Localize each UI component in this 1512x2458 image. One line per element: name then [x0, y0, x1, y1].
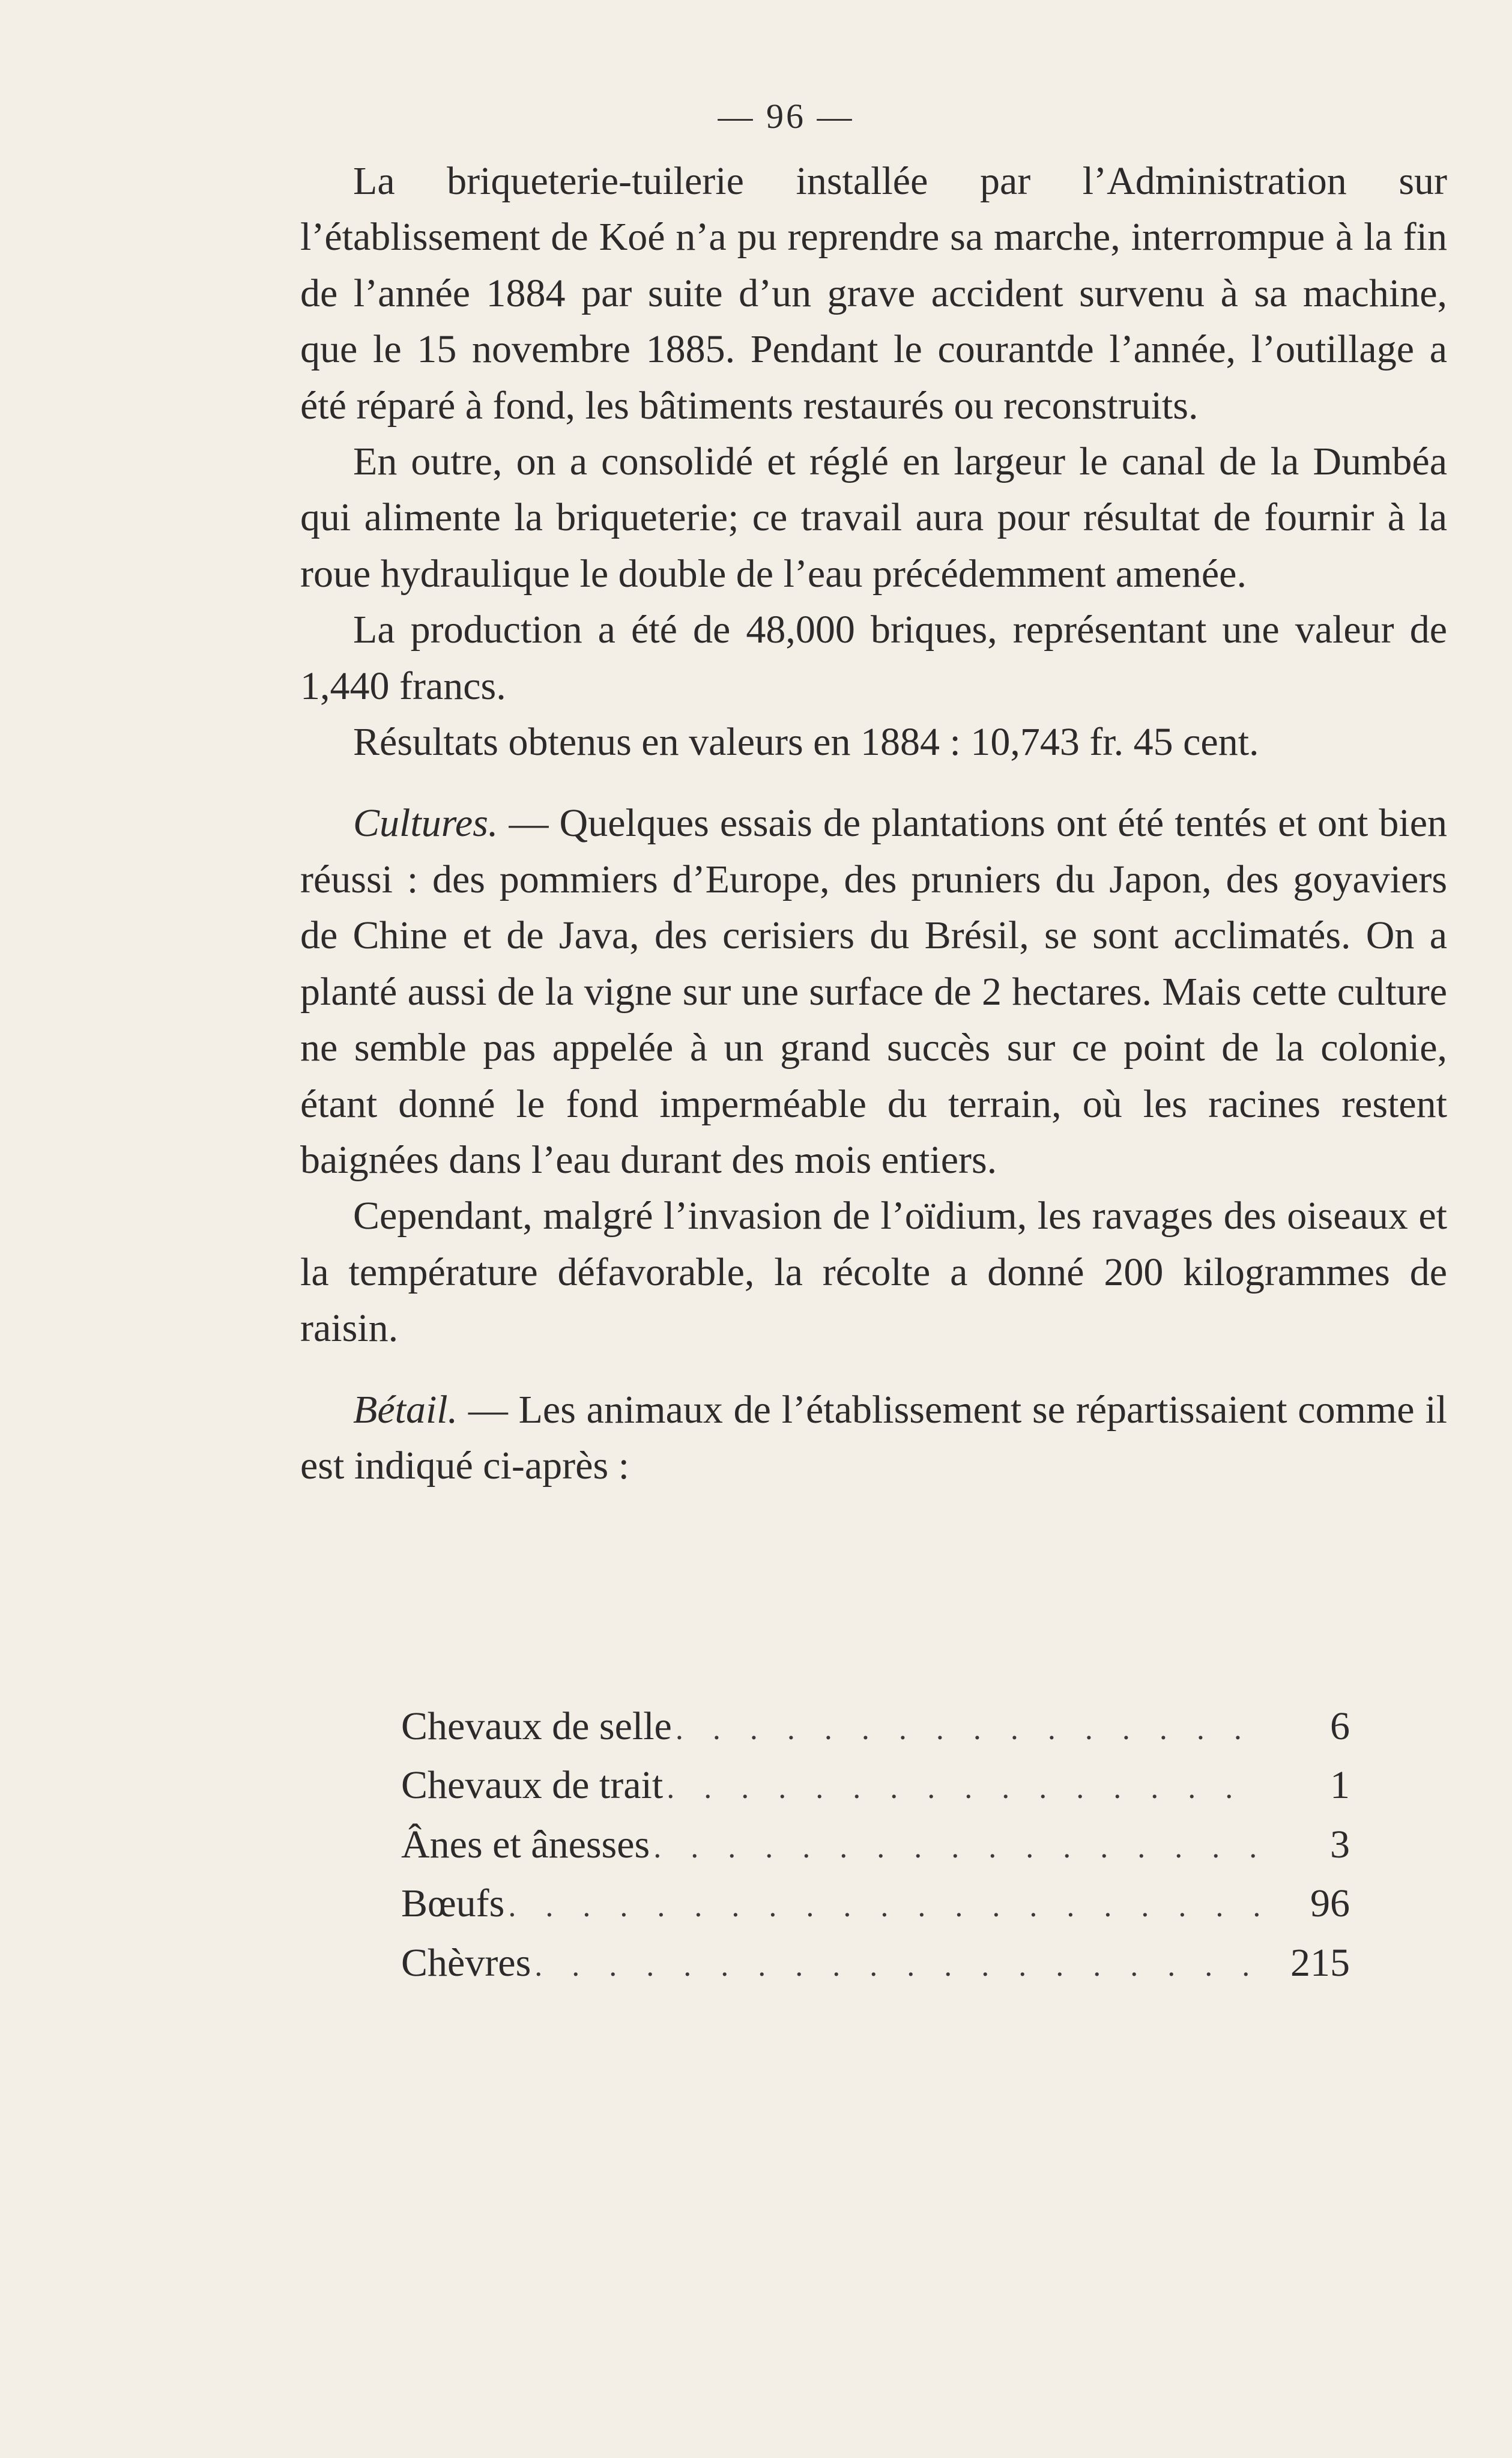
paragraph-briqueterie — [300, 153, 1447, 434]
animal-count: 3 — [1330, 1822, 1350, 1866]
paragraph-betail — [300, 1382, 1447, 1494]
body-text — [300, 153, 1447, 1494]
dot-leader — [504, 1878, 1260, 1934]
list-item — [401, 1935, 1350, 1994]
page-number: — 96 — — [718, 97, 854, 136]
dot-leader — [663, 1760, 1260, 1816]
paragraph-canal — [300, 434, 1447, 602]
paragraph-text: — Quelques essais de plantations ont été tentés et ont bien réussi : des pommiers d’Europe, des pruniers du Japon, des goyaviers de Chine et de Java, des cerisiers du Brésil, se sont acclimatés. On a planté aussi de la vigne sur une surface de 2 hectares. Mais cette culture ne semble pas appelée à un grand succès sur ce point de la colonie, étant donné le fond imperméable du terrain, où les racines restent baignées dans l’eau durant des mois entiers. — [300, 801, 1447, 1182]
list-item — [401, 1875, 1350, 1934]
animal-name: Chevaux de selle — [401, 1704, 672, 1748]
paragraph-text: La briqueterie-tuilerie installée par l’Administration sur l’établissement de Koé n’a pu reprendre sa marche, interrompue à la fin de l’année 1884 par suite d’un grave accident survenu à sa machine, que le 15 novembre 1885. Pendant le courantde l’année, l’outillage a été réparé à fond, les bâtiments restaurés ou reconstruits. — [300, 159, 1447, 428]
paragraph-text: Cependant, malgré l’invasion de l’oïdium, les ravages des oiseaux et la température défavorable, la récolte a donné 200 kilogrammes de raisin. — [300, 1194, 1447, 1351]
dot-leader — [650, 1820, 1260, 1875]
animal-name: Chevaux de trait — [401, 1763, 664, 1808]
paragraph-resultats — [300, 714, 1447, 770]
list-item — [401, 1698, 1350, 1757]
section-lead: Cultures. — [353, 801, 498, 846]
list-item — [401, 1757, 1350, 1816]
animal-name: Ânes et ânesses — [401, 1822, 650, 1866]
dot-leader — [672, 1701, 1260, 1757]
paragraph-text: — Les animaux de l’établissement se répartissaient comme il est indiqué ci-après : — [300, 1387, 1447, 1488]
livestock-list — [401, 1698, 1350, 1994]
animal-name: Chèvres — [401, 1940, 531, 1985]
paragraph-cultures — [300, 795, 1447, 1188]
animal-count: 1 — [1330, 1763, 1350, 1808]
section-lead: Bétail. — [353, 1387, 458, 1432]
dot-leader — [531, 1938, 1260, 1994]
paragraph-text: En outre, on a consolidé et réglé en largeur le canal de la Dumbéa qui alimente la briqueterie; ce travail aura pour résultat de fournir à la roue hydraulique le double de l’eau précédemment amenée. — [300, 440, 1447, 596]
animal-count: 215 — [1290, 1940, 1350, 1985]
animal-count: 6 — [1330, 1704, 1350, 1748]
animal-name: Bœufs — [401, 1881, 505, 1926]
animal-count: 96 — [1310, 1881, 1350, 1926]
paragraph-recolte — [300, 1188, 1447, 1356]
paragraph-text: Résultats obtenus en valeurs en 1884 : 10,743 fr. 45 cent. — [353, 720, 1259, 764]
paragraph-production — [300, 602, 1447, 714]
list-item — [401, 1817, 1350, 1875]
paragraph-text: La production a été de 48,000 briques, représentant une valeur de 1,440 francs. — [300, 608, 1447, 708]
